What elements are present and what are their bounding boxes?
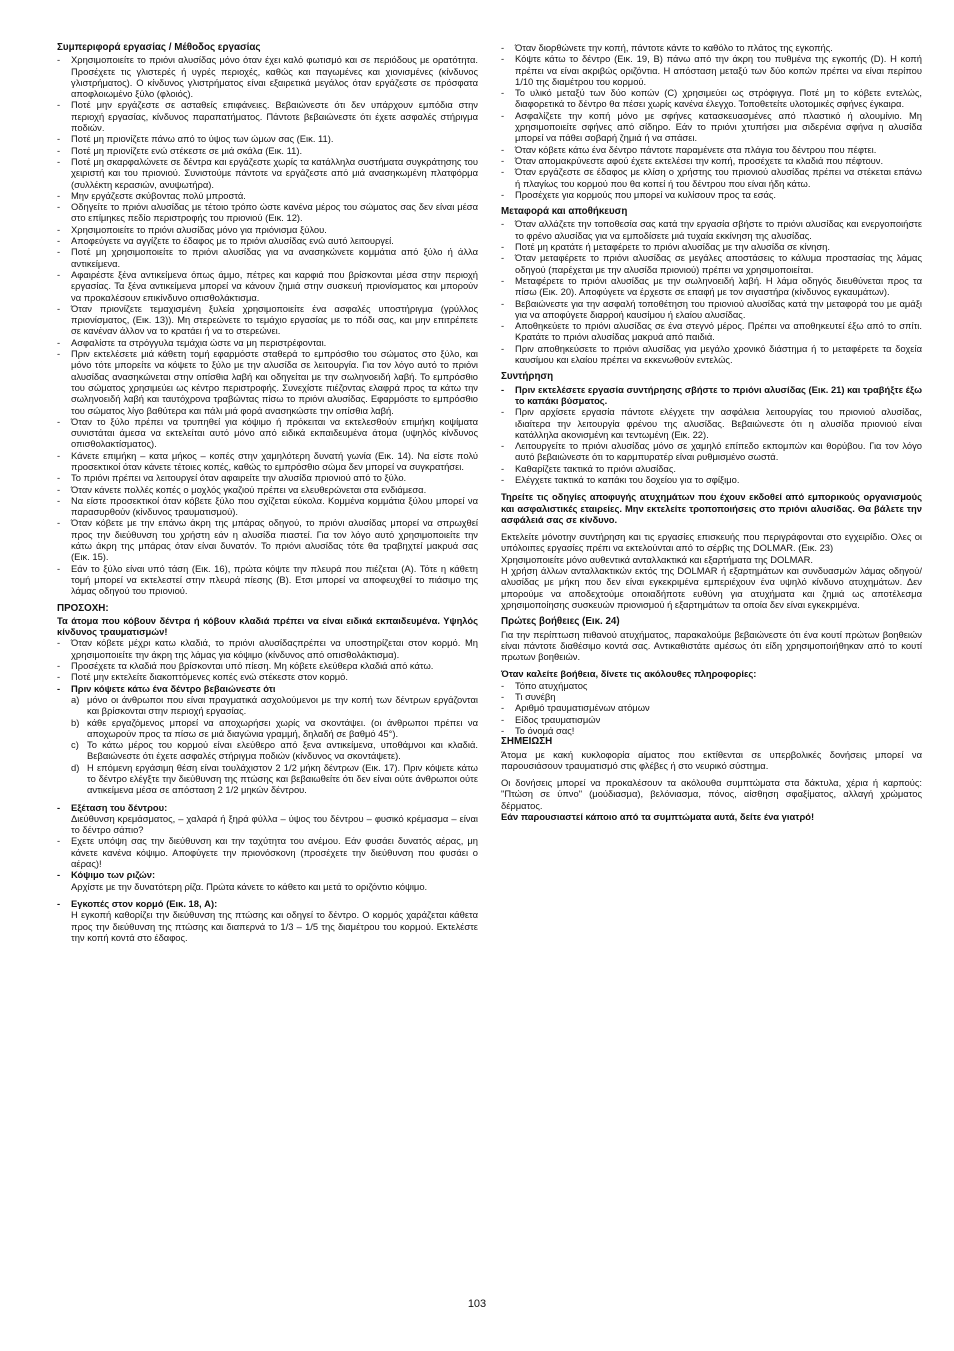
list-item: - Προσέχετε για κορμούς που μπορεί να κυλίσουν προς τα εσάς. bbox=[501, 189, 922, 200]
bold-paragraph: Τηρείτε τις οδηγίες αποφυγής ατυχημάτων που έχουν εκδοθεί από εμπορικούς οργανισμούς και ασφαλιστικές εταιρείες. Μην εκτελείτε τροποποιήσεις στο πριόνι αλυσίδας. Θα βάλετε την ασφάλειά σας σε κίνδυνο. bbox=[501, 491, 922, 525]
list-item: - Εχετε υπόψη σας την διεύθυνση και την ταχύτητα του ανέμου. Εάν φυσάει δυνατός αέρας, μη κάνετε κανένα κόψιμο. Αποφύγετε την πριονόσκονη (προσέχετε την διεύθυνση που φυσάει ο αέρας)! bbox=[57, 835, 478, 869]
list-item: - Πριν αρχίσετε εργασία πάντοτε ελέγχετε την ασφάλεια λειτουργίας του πριονιού αλυσίδας, ιδιαίτερα την λειτουργία φρένου της αλυσίδας. Βεβαιώνεστε ότι η αλυσίδα πριονιού είναι κατάλληλα ακονισμένη και τεντωμένη (Εικ. 22). bbox=[501, 406, 922, 440]
bold-paragraph: Τα άτομα που κόβουν δέντρα ή κόβουν κλαδιά πρέπει να είναι ειδικά εκπαιδευμένα. Υψηλός κίνδυνος τραυματισμών! bbox=[57, 614, 478, 638]
list-item: - Χρησιμοποιείτε το πριόνι αλυσίδας μόνο για πριόνισμα ξύλου. bbox=[57, 224, 478, 235]
bullet-list bbox=[57, 835, 478, 880]
list-item: - Το όνομά σας! bbox=[501, 725, 922, 736]
page-number: 103 bbox=[467, 1298, 487, 1310]
list-item: - Λειτουργείτε το πριόνι αλυσίδας μόνο σε χαμηλό επίπεδο εκπομπών και θορύβου. Για τον λόγο αυτό βεβαιώνεστε ότι το καρμπυρατέρ είναι ρυθμισμένο σωστά. bbox=[501, 440, 922, 463]
list-item: - Εγκοπές στον κορμό (Εικ. 18, A): bbox=[57, 898, 478, 909]
list-item: - Κόψιμο των ριζών: bbox=[57, 869, 478, 880]
list-item: - Όταν κάνετε πολλές κοπές ο μοχλός γκαζιού πρέπει να ελευθερώνεται στα ενδιάμεσα. bbox=[57, 484, 478, 495]
list-item: - Ποτέ μην εκτελείτε διακοπτόμενες κοπές ενώ στέκεστε στον κορμό. bbox=[57, 671, 478, 682]
list-item: - Όταν το ξύλο πρέπει να τρυπηθεί για κόψιμο ή πρόκειται να εκτελεσθούν επιμήκη κοψίματα συνιστάται άμεσα να εκτελείται αυτό μόνο από ειδικά εκπαιδευμένα άτομα (υψηλός κίνδυνος οπισθολακτίσματος). bbox=[57, 416, 478, 450]
list-item: - Ελέγχετε τακτικά το καπάκι του δοχείου για το σφίξιμο. bbox=[501, 474, 922, 485]
bold-paragraph: Όταν καλείτε βοήθεια, δίνετε τις ακόλουθες πληροφορίες: bbox=[501, 668, 757, 680]
bullet-list bbox=[501, 218, 922, 365]
list-item: - Όταν εργάζεστε σε έδαφος με κλίση ο χρήστης του πριονιού αλυσίδας πρέπει να στέκεται επάνω ή πλαγίως του κορμού που θα κοπεί ή του δέντρου που είναι ήδη κάτω. bbox=[501, 166, 922, 189]
list-item: - Να είστε προσεκτικοί όταν κόβετε ξύλο που σχίζεται εύκολα. Κομμένα κομμάτια ξύλου μπορεί να παρασυρθούν (κίνδυνος τραυματισμού). bbox=[57, 495, 478, 518]
list-item: - Ποτέ μη πριονίζετε πάνω από το ύψος των ώμων σας (Εικ. 11). bbox=[57, 133, 478, 144]
list-item: - Βεβαιώνεστε για την ασφαλή τοποθέτηση του πριονιού αλυσίδας κατά την μεταφορά του με αμάξι για να αποφύγετε διαρροή καυσίμου ή ελαίου αλυσίδας. bbox=[501, 298, 922, 321]
list-item: - Οδηγείτε το πριόνι αλυσίδας με τέτοιο τρόπο ώστε κανένα μέρος του σώματος σας δεν είναι μέσα στο επίμηκες πεδίο περιστροφής του πριονιού (Εικ. 12). bbox=[57, 201, 478, 224]
list-item: - Ποτέ μη χρησιμοποιείτε το πριόνι αλυσίδας για να ανασηκώνετε κομμάτια από ξύλο ή άλλα αντικείμενα. bbox=[57, 246, 478, 269]
bold-paragraph: Εάν παρουσιαστεί κάποιο από τα συμπτώματα αυτά, δείτε ένα γιατρό! bbox=[501, 811, 815, 822]
list-item: - Όταν κόβετε κάτω ένα δέντρο πάντοτε παραμένετε στα πλάγια του δέντρου που πέφτει. bbox=[501, 144, 922, 155]
bullet-list bbox=[57, 898, 478, 909]
list-item: - Κάνετε επιμήκη – κατα μήκος – κοπές στην χαμηλότερη δυνατή γωνία (Εικ. 14). Να είστε πολύ προσεκτικοί όταν κάνετε τέτοιες κοπές, καθώς το εμπρόσθιο σώμα δεν μπορεί να συγκρατήσει. bbox=[57, 450, 478, 473]
section-heading: Συμπεριφορά εργασίας / Μέθοδος εργασίας bbox=[57, 42, 261, 53]
sub-list-item: a) μόνο οι άνθρωποι που είναι πραγματικά ασχολούμενοι με την κοπή των δέντρων εργάζονται και βρίσκονται στην περιοχή εργασίας. bbox=[57, 694, 478, 717]
sub-list-item: d) Η επόμενη εργάσιμη θέση είναι τουλάχιστον 2 1/2 μήκη δέντρων (Εικ. 17). Πριν κόψετε κάτω το δέντρο ελέγξτε την διεύθυνση της πτώσης και βεβαιωθείτε ότι δεν είναι ούτε άνθρωποι ούτε αντικείμενα μέσα σε απόσταση 2 1/2 μηκών δέντρου. bbox=[57, 762, 478, 796]
list-item: - Όταν αλλάζετε την τοποθεσία σας κατά την εργασία σβήστε το πριόνι αλυσίδας και ενεργοποιήστε το φρένο αλυσίδας για να εμποδίσετε μιά τυχαία εκκίνηση της αλυσίδας. bbox=[501, 218, 922, 241]
list-item: - Όταν κόβετε μέχρι κατω κλαδιά, το πριόνι αλυσίδαςπρέπει να υποστηρίζεται στον κορμό. Μη χρησιμοποιείτε την άκρη της λάμας για κόψιμο (κίνδυνος από οπισθολάκτισμα). bbox=[57, 637, 478, 660]
section-heading: Πρώτες βοήθειες (Εικ. 24) bbox=[501, 616, 620, 628]
list-item: - Προσέχετε τα κλαδιά που βρίσκονται υπό πίεση. Μη κόβετε ελεύθερα κλαδιά από κάτω. bbox=[57, 660, 478, 671]
list-item: - Πριν εκτελέσετε εργασία συντήρησης σβήστε το πριόνι αλυσίδας (Εικ. 21) και τραβήξτε έξω το καπάκι βύσματος. bbox=[501, 384, 922, 407]
sub-list-item: b) κάθε εργαζόμενος μπορεί να αποχωρήσει χωρίς να σκοντάψει. (οι άνθρωποι πρέπει να αποχωρούν προς τα πίσω σε μιά διαγώνια γραμμή, δηλαδή σε βαθμό 45°). bbox=[57, 717, 478, 740]
list-item: - Εξέταση του δέντρου: bbox=[57, 802, 478, 813]
list-item: - Αριθμό τραυματισμένων ατόμων bbox=[501, 702, 922, 713]
section-heading: ΠΡΟΣΟΧΗ: bbox=[57, 602, 109, 614]
bullet-list bbox=[57, 637, 478, 812]
list-item: - Ποτέ μη πριονίζετε ενώ στέκεστε σε μιά σκάλα (Εικ. 11). bbox=[57, 145, 478, 156]
list-item: - Ποτέ μη κρατάτε ή μεταφέρετε το πριόνι αλυσίδας με την αλυσίδα σε κίνηση. bbox=[501, 241, 922, 252]
paragraph: Αρχίστε με την δυνατότερη ρίζα. Πρώτα κάνετε το κάθετο και μετά το οριζόντιο κόψιμο. bbox=[71, 880, 428, 892]
list-item: - Ποτέ μην εργάζεστε σε ασταθείς επιφάνειες. Βεβαιώνεστε ότι δεν υπάρχουν εμπόδια στην περιοχή εργασίας, κίνδυνος παραπατήματος. Πάντοτε βεβαιώνεστε ότι έχετε ασφαλές στήριγμα ποδιών. bbox=[57, 99, 478, 133]
list-item: - Όταν απομακρύνεστε αφού έχετε εκτελέσει την κοπή, προσέχετε τα κλαδιά που πέφτουν. bbox=[501, 155, 922, 166]
list-item: - Το υλικό μεταξύ των δύο κοπών (C) χρησιμεύει ως στρόφιγγα. Ποτέ μη το κόβετε εντελώς, διαφορετικά το δέντρο θα πέσει χωρίς κανένα έλεγχο. Τοποθετείτε υλοτομικές σφήνες έγκαιρα. bbox=[501, 87, 922, 110]
list-item: - Όταν διορθώνετε την κοπή, πάντοτε κάντε το καθόλο το πλάτος της εγκοπής. bbox=[501, 42, 922, 53]
list-item: - Ασφαλίζετε την κοπή μόνο με σφήνες κατασκευασμένες από πλαστικό ή αλουμίνιο. Μη χρησιμοποιείτε σφήνες από σίδηρο. Εάν το πριόνι χτυπήσει μια σιδερένια σφήνα η αλυσίδα μπορεί να πάθει σοβαρή ζημιά ή να σπάσει. bbox=[501, 110, 922, 144]
bullet-list bbox=[501, 42, 922, 200]
paragraph: Για την περίπτωση πιθανού ατυχήματος, παρακαλούμε βεβαιώνεστε ότι ένα κουτί πρώτων βοηθειών είναι πάντοτε διαθέσιμο κοντά σας. Αντικαθιστάτε αμέσως ότι είδη χρησιμοποιήθηκαν από το κουτί πρωτων βοηθειών. bbox=[501, 628, 922, 663]
list-item: - Πριν εκτελέσετε μιά κάθετη τομή εφαρμόστε σταθερά το εμπρόσθιο του σώματος στο ξύλο, και μόνο τότε μπορείτε να κόψετε το ξύλο με την αλυσίδα σε λειτουργία. Για τον λόγο αυτό το πριόνι αλυσίδας ανασηκώνεται στην οπίσθια λαβή και οδηγείται με την σωληνοειδή λαβή. Το εμπρόσθιο του σώματος χρησιμεύει ως κέντρο περιστροφής. Συνεχίστε πιέζοντας ελαφρά προς τα κάτω την σωληνοειδή λαβή και ταυτόχρονα τραβώντας πίσω το πριόνι αλυσίδας. Εφαρμόστε το εμπρόσθιο του σώματος λίγο βαθύτερα και πάλι μιά φορά ανασηκώστε την οπίσθια λαβή. bbox=[57, 348, 478, 416]
paragraph: Η εγκοπή καθορίζει την διεύθυνση της πτώσης και οδηγεί το δέντρο. Ο κορμός χαράζεται κάθετα προς την διεύθυνση της πτώσης και διαπερνά το 1/3 – 1/5 της διαμέτρου του κορμού. Εκτελέστε την κοπή κοντά στο έδαφος. bbox=[71, 909, 478, 943]
section-heading: ΣΗΜΕΙΩΣΗ bbox=[501, 736, 553, 748]
list-item: - Όταν πριονίζετε τεμαχισμένη ξυλεία χρησιμοποιείτε ένα ασφαλές υποστήριγμα (γρύλλος πριονίσματος, (Εικ. 13)). Μη στερεώνετε το τεμάχιο εργασίας με το πόδι σας, και μην επιτρέπετε σε κανέναν άλλον να το κρατάει ή να το στερεώνει. bbox=[57, 303, 478, 337]
list-item: - Ποτέ μη σκαρφαλώνετε σε δέντρα και εργάζεστε χωρίς τα κατάλληλα συστήματα συγκράτησης του χειριστή και του πριονιού. Συνιστούμε πάντοτε να εργάζεστε από μιά ανασηκωμένη πλατφόρμα (συλλέκτη κερασιών, ανυψωτήρα). bbox=[57, 156, 478, 190]
list-item: - Μεταφέρετε το πριόνι αλυσίδας με την σωληνοειδή λαβή. Η λάμα οδηγός διευθύνεται προς τα πίσω (Εικ. 20). Αποφύγετε να έρχεστε σε επαφή με τον σιγαστήρα (κίνδυνος εγκαυμάτων). bbox=[501, 275, 922, 298]
left-column bbox=[57, 42, 478, 943]
list-item: - Ασφαλίστε τα στρόγγυλα τεμάχια ώστε να μη περιστρέφονται. bbox=[57, 337, 478, 348]
paragraph: Εκτελείτε μόνοτην συντήρηση και τις εργασίες επισκευής που περιγράφονται στο εγχειρίδιο. Ολες οι υπόλοιπες εργασίες πρέπι να εκτελούνται από το σέρβις της DOLMAR. (Εικ. 23) bbox=[501, 531, 922, 554]
list-item: - Χρησιμοποιείτε το πριόνι αλυσίδας μόνο όταν έχει καλό φωτισμό και σε περιόδους με ορατότητα. Προσέχετε τις γλιστερές ή υγρές περιοχές, καθώς και παγωμένες και χιονισμένες (κίνδυνος γλιστρήματος). Ο κίνδυνος γλιστρήματος είναι εξαιρετικά μεγάλος όταν εργάζεστε σε πρόσφατα αποφλοιωμένο ξύλο (φλοιός). bbox=[57, 54, 478, 99]
section-heading: Μεταφορά και αποθήκευση bbox=[501, 206, 628, 218]
list-item: - Αφαιρέστε ξένα αντικείμενα όπως άμμο, πέτρες και καρφιά που βρίσκονται μέσα στην περιοχή εργασίας. Τα ξένα αντικείμενα μπορεί να κάνουν ζημιά στην συσκευή πριονίσματος και μπορούν να προκαλέσουν επικίνδυνο οπισθολάκτισμα. bbox=[57, 269, 478, 303]
bullet-list bbox=[501, 680, 922, 736]
paragraph: Οι δονήσεις μπορεί να προκαλέσουν τα ακόλουθα συμπτώματα στα δάκτυλα, χέρια ή καρπούς: "Πτώση σε ύπνο" (μούδιασμα), βελόνιασμα, πόνος, αίσθηση σφαξίματος, αλλαγή χρώματος δέρματος. bbox=[501, 777, 922, 811]
list-item: - Αποφεύγετε να αγγίζετε το έδαφος με το πριόνι αλυσίδας ενώ αυτό λειτουργεί. bbox=[57, 235, 478, 246]
list-item: - Κόψτε κάτω το δέντρο (Εικ. 19, B) πάνω από την άκρη του πυθμένα της εγκοπής (D). Η κοπή πρέπει να είναι ακριβώς οριζόντια. Η απόσταση μεταξύ των δύο κοπών πρέπει να είναι περίπου 1/10 της διαμέτρου του κορμού. bbox=[501, 53, 922, 87]
paragraph: Χρησιμοποιείτε μόνο αυθεντικά ανταλλακτικά και εξαρτήματα της DOLMAR. bbox=[501, 553, 814, 565]
list-item: - Όταν κόβετε με την επάνω άκρη της μπάρας οδηγού, το πριόνι αλυσίδας μπορεί να σπρωχθεί προς την διεύθυνση του χρήστη εάν η αλυσίδα πιαστεί. Για τον λόγο αυτό χρησιμοποιείτε την κάτω άκρη της μπάρας όταν είναι δυνατόν. Το πριόνι αλυσίδας τότε θα τραβηχτεί μακρυά σας (Εικ. 15). bbox=[57, 517, 478, 562]
sub-list-item: c) Το κάτω μέρος του κορμού είναι ελεύθερο από ξενα αντικείμενα, υποθάμνοι και κλαδιά. Βεβαιώνεστε ότι έχετε ασφαλές στήριγμα ποδιών (κίνδυνος να σκοντάψετε). bbox=[57, 739, 478, 762]
list-item: - Τόπο ατυχήματος bbox=[501, 680, 922, 691]
list-item: - Όταν μεταφέρετε το πριόνι αλυσίδας σε μεγάλες αποστάσεις το κάλυμα προστασίας της λάμας οδηγού (παρέχεται με την αλυσίδα πριονιού) πρέπει να χρησιμοποιείται. bbox=[501, 252, 922, 275]
right-column bbox=[501, 42, 922, 822]
bullet-list bbox=[57, 54, 478, 596]
list-item: - Πριν κόψετε κάτω ένα δέντρο βεβαιώνεστε ότι bbox=[57, 683, 478, 694]
bullet-list bbox=[501, 384, 922, 486]
paragraph: Διεύθυνση κρεμάσματος, – χαλαρά ή ξηρά φύλλα – ύψος του δέντρου – φυσικό κρέμασμα – είναι το δέντρο σάπιο? bbox=[71, 812, 478, 836]
list-item: - Καθαρίζετε τακτικά το πριόνι αλυσίδας. bbox=[501, 463, 922, 474]
list-item: - Τι συνέβη bbox=[501, 691, 922, 702]
list-item: - Αποθηκεύετε το πριόνι αλυσίδας σε ένα στεγνό μέρος. Πρέπει να αποθηκευτεί έξω από το σπίτι. Κρατάτε το πριόνι αλυσίδας μακρυά από παιδιά. bbox=[501, 320, 922, 343]
list-item: - Το πριόνι πρέπει να λειτουργεί όταν αφαιρείτε την αλυσίδα πριονιού από το ξύλο. bbox=[57, 472, 478, 483]
list-item: - Πριν αποθηκεύσετε το πριόνι αλυσίδας για μεγάλο χρονικό διάστημα ή το μεταφέρετε τα δοχεία καυσίμου και ελαίου πρέπει να εκκενωθούν εντελώς. bbox=[501, 343, 922, 366]
list-item: - Εάν το ξύλο είναι υπό τάση (Εικ. 16), πρώτα κόψτε την πλευρά που πιέζεται (A). Τότε η κάθετη τομή μπορεί να εκτελεστεί στην πλευρά πίεσης (B). Ετσι μπορεί να αποφευχθεί το πιάσιμο της λάμας οδηγού του πριονιού. bbox=[57, 563, 478, 597]
paragraph: Η χρήση άλλων ανταλλακτικών εκτός της DOLMAR ή εξαρτημάτων και συνδυασμών λάμας οδηγού/αλυσίδας με μήκη που δεν είναι εγκεκριμένα εμπεριέχουν ένα υψηλό κίνδυνο ατυχημάτων. Δεν μπορούμε να αποδεχτούμε οποιαδήποτε ευθύνη για ατυχήματα και ζημιά ως αποτέλεσμα χρησιμοποίησης συσκευών πριονισμού ή εξαρτημάτων τα οποία δεν είναι εγκεκριμένα. bbox=[501, 565, 922, 610]
paragraph: Άτομα με κακή κυκλοφορία αίματος που εκτίθενται σε υπερβολικές δονήσεις μπορεί να παρουσιάσουν τραυματισμό στις φλέβες ή στο νευρικό σύστημα. bbox=[501, 748, 922, 771]
section-heading: Συντήρηση bbox=[501, 371, 554, 383]
list-item: - Είδος τραυματισμών bbox=[501, 714, 922, 725]
list-item: - Μην εργάζεστε σκύβοντας πολύ μπροστά. bbox=[57, 190, 478, 201]
